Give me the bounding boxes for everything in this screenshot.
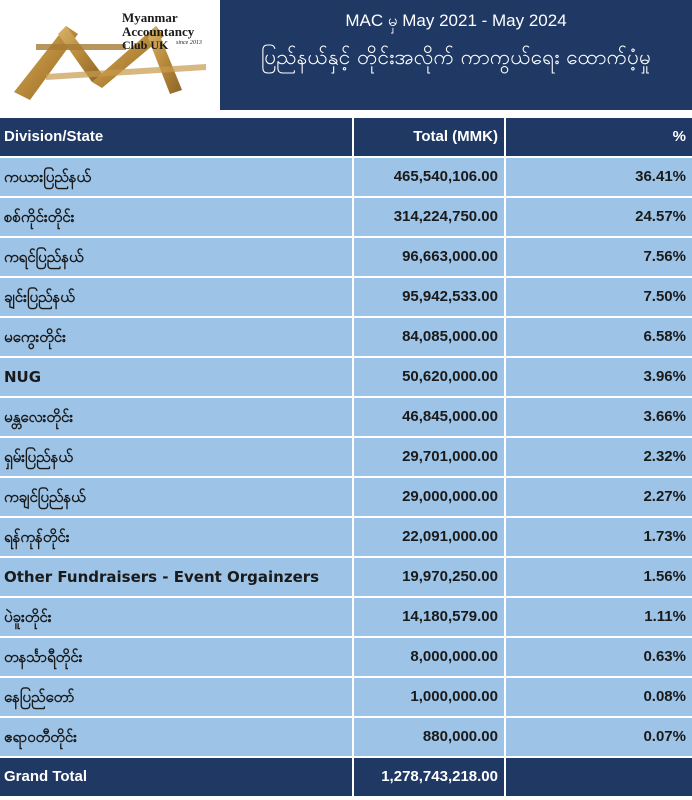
cell-division: တနင်္သာရီတိုင်း (0, 638, 352, 676)
table-row (0, 398, 692, 438)
table-header-row (0, 118, 692, 158)
table-row (0, 278, 692, 318)
cell-percent: 1.56% (506, 558, 692, 596)
grand-total-row (0, 758, 692, 798)
cell-division: Other Fundraisers - Event Orgainzers (0, 558, 352, 596)
table-row (0, 318, 692, 358)
cell-total: 46,845,000.00 (354, 398, 504, 436)
cell-division: ချင်းပြည်နယ် (0, 278, 352, 316)
column-header-division: Division/State (0, 118, 352, 156)
table-row (0, 518, 692, 558)
logo (0, 0, 220, 110)
cell-division: ပဲခူးတိုင်း (0, 598, 352, 636)
cell-total: 465,540,106.00 (354, 158, 504, 196)
table-row (0, 358, 692, 398)
cell-total: 96,663,000.00 (354, 238, 504, 276)
cell-percent: 2.32% (506, 438, 692, 476)
cell-division: ရန်ကုန်တိုင်း (0, 518, 352, 556)
cell-division: ဧရာဝတီတိုင်း (0, 718, 352, 756)
cell-division: ကချင်ပြည်နယ် (0, 478, 352, 516)
cell-percent: 3.66% (506, 398, 692, 436)
title-banner (220, 0, 692, 110)
cell-division: ရှမ်းပြည်နယ် (0, 438, 352, 476)
cell-percent: 2.27% (506, 478, 692, 516)
cell-percent: 3.96% (506, 358, 692, 396)
cell-total: 84,085,000.00 (354, 318, 504, 356)
cell-total: 29,701,000.00 (354, 438, 504, 476)
logo-since: since 2013 (176, 40, 202, 46)
cell-percent: 1.73% (506, 518, 692, 556)
cell-total: 95,942,533.00 (354, 278, 504, 316)
cell-percent: 7.56% (506, 238, 692, 276)
table-row (0, 478, 692, 518)
cell-division: နေပြည်တော် (0, 678, 352, 716)
table-row (0, 718, 692, 758)
mac-logo-emblem-icon (6, 4, 216, 106)
table-row (0, 198, 692, 238)
cell-division: ကယားပြည်နယ် (0, 158, 352, 196)
cell-percent: 0.63% (506, 638, 692, 676)
grand-total-percent (506, 758, 692, 796)
cell-total: 29,000,000.00 (354, 478, 504, 516)
table-row (0, 558, 692, 598)
cell-division: မကွေးတိုင်း (0, 318, 352, 356)
cell-total: 19,970,250.00 (354, 558, 504, 596)
cell-percent: 7.50% (506, 278, 692, 316)
column-header-percent: % (506, 118, 692, 156)
report-title: MAC မှ May 2021 - May 2024 (345, 11, 567, 30)
cell-total: 314,224,750.00 (354, 198, 504, 236)
logo-text-line2: Accountancy (122, 24, 195, 39)
cell-total: 880,000.00 (354, 718, 504, 756)
table-row (0, 158, 692, 198)
table-body (0, 158, 692, 758)
cell-total: 22,091,000.00 (354, 518, 504, 556)
column-header-total: Total (MMK) (354, 118, 504, 156)
table-row (0, 438, 692, 478)
cell-percent: 0.08% (506, 678, 692, 716)
donations-table (0, 118, 692, 798)
cell-percent: 1.11% (506, 598, 692, 636)
table-row (0, 238, 692, 278)
cell-percent: 24.57% (506, 198, 692, 236)
report-header (0, 0, 692, 110)
grand-total-label: Grand Total (0, 758, 352, 796)
logo-text-line3: Club UK (122, 38, 169, 52)
table-row (0, 598, 692, 638)
table-row (0, 678, 692, 718)
cell-division: စစ်ကိုင်းတိုင်း (0, 198, 352, 236)
cell-total: 50,620,000.00 (354, 358, 504, 396)
table-row (0, 638, 692, 678)
cell-total: 14,180,579.00 (354, 598, 504, 636)
cell-division: NUG (0, 358, 352, 396)
grand-total-amount: 1,278,743,218.00 (354, 758, 504, 796)
report-subtitle: ပြည်နယ်နှင့် တိုင်းအလိုက် ကာကွယ်ရေး ထောက်ပံ့မှု (260, 45, 652, 69)
cell-percent: 6.58% (506, 318, 692, 356)
cell-percent: 0.07% (506, 718, 692, 756)
cell-total: 1,000,000.00 (354, 678, 504, 716)
cell-division: ကရင်ပြည်နယ် (0, 238, 352, 276)
cell-total: 8,000,000.00 (354, 638, 504, 676)
cell-division: မန္တလေးတိုင်း (0, 398, 352, 436)
cell-percent: 36.41% (506, 158, 692, 196)
logo-text-line1: Myanmar (122, 10, 178, 25)
